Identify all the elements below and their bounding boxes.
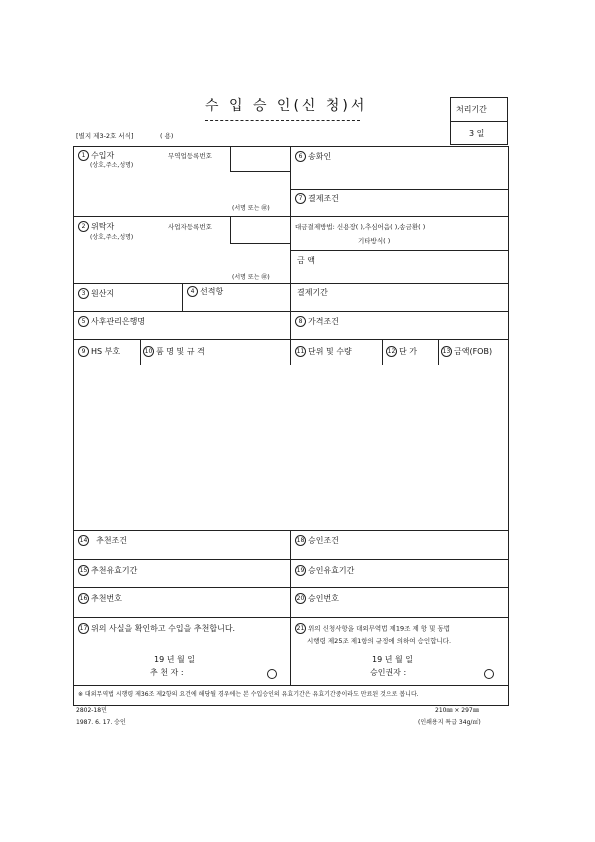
- form-title: 수 입 승 인(신 청)서: [205, 98, 368, 114]
- price-divider: [438, 339, 439, 365]
- app-no-label: 20 승인번호: [296, 594, 339, 603]
- rec-no-label: 16 추천번호: [79, 594, 122, 603]
- form-use: ( 용): [160, 132, 174, 140]
- recommender: 추 천 자 :: [150, 668, 184, 677]
- shipper-label: 6 송화인: [295, 151, 331, 162]
- amount-label: 금 액: [297, 256, 315, 265]
- rec-valid-label: 15 추천유효기간: [79, 566, 138, 575]
- pay-method-2: 기타방식( ): [358, 237, 391, 245]
- rec-statement: 17 위의 사실을 확인하고 수입을 추천합니다.: [79, 624, 236, 633]
- approval-date: 1987. 6. 17. 승인: [76, 719, 126, 726]
- biz-reg-box-bottom: [230, 243, 290, 244]
- trade-reg-label: 무역업등록번호: [168, 152, 212, 160]
- pay-period-label: 결제기간: [297, 288, 328, 297]
- unit-qty-label: 11 단위 및 수량: [296, 347, 352, 356]
- line-footnote: [73, 685, 509, 686]
- sign2: (서명 또는 ㊞): [232, 274, 270, 281]
- processing-divider: [450, 121, 508, 122]
- qty-divider: [382, 339, 383, 365]
- line-statements: [73, 617, 509, 618]
- item-label: 10 품 명 및 규 격: [144, 347, 205, 356]
- line-bank: [73, 311, 509, 312]
- form-reference: [별지 제3-2호 서식]: [76, 132, 134, 140]
- line-pay-terms: [290, 189, 509, 190]
- origin-port-divider: [182, 283, 183, 311]
- date-right: 19 년 월 일: [372, 655, 413, 664]
- date-left: 19 년 월 일: [154, 655, 195, 664]
- rec-terms-label: 14 추천조건: [79, 536, 128, 545]
- form-code: 2802-18민: [76, 707, 107, 714]
- paper-size: 210㎜ × 297㎜: [435, 707, 479, 714]
- amount-fob-label: 13 금액(FOB): [442, 347, 493, 356]
- line-valid: [73, 559, 509, 560]
- footnote: ※ 대외무역법 시행령 제36조 제2항의 요건에 해당될 경우에는 본 수입승인의 유효기간은 유효기간중이라도 만료된 것으로 봅니다.: [78, 691, 419, 698]
- approver: 승인권자 :: [370, 668, 407, 677]
- line-origin: [73, 283, 509, 284]
- pay-method-1: 대금결제방법: 신용장( ),추심어음( ),송금환( ): [295, 223, 426, 231]
- bank-label: 5 사후관리은행명: [78, 316, 145, 327]
- processing-header: 처리기간: [456, 105, 487, 114]
- app-terms-label: 18 승인조건: [296, 536, 339, 545]
- line-no: [73, 587, 509, 588]
- seal-icon: [484, 669, 494, 679]
- app-valid-label: 19 승인유효기간: [296, 566, 355, 575]
- seal-icon: [267, 669, 277, 679]
- price-terms-label: 8 가격조건: [295, 316, 339, 327]
- line-items-header: [73, 339, 509, 340]
- consignor-label: 2 위탁자: [78, 221, 114, 232]
- line-rec-terms: [73, 530, 509, 531]
- unit-price-label: 12 단 가: [387, 347, 417, 356]
- origin-label: 3 원산지: [78, 288, 114, 299]
- item-divider: [290, 339, 291, 365]
- importer-sub: (상호,주소,성명): [90, 162, 134, 169]
- trade-reg-box-left: [230, 146, 231, 171]
- trade-reg-box-bottom: [230, 171, 290, 172]
- sign1: (서명 또는 ㊞): [232, 205, 270, 212]
- title-underline: [205, 120, 360, 121]
- hs-divider: [140, 339, 141, 365]
- pay-terms-label: 7 결제조건: [295, 193, 339, 204]
- port-label: 4 선적항: [187, 286, 223, 297]
- col-divider-bottom: [290, 530, 291, 685]
- biz-reg-box-left: [230, 216, 231, 243]
- hs-label: 9 HS 부호: [78, 346, 120, 357]
- line-consignor: [73, 216, 509, 217]
- biz-reg-label: 사업자등록번호: [168, 223, 212, 231]
- importer-label: 1 수입자: [78, 150, 114, 161]
- line-amount: [290, 250, 509, 251]
- processing-value: 3 일: [469, 129, 485, 138]
- app-statement-2: 시행령 제25조 제1항의 규정에 의하여 승인합니다.: [307, 637, 452, 645]
- app-statement-1: 21 위의 신청사항을 대외무역법 제19조 제 항 및 동법: [296, 624, 451, 633]
- form-frame: [73, 146, 509, 706]
- paper-spec: (인쇄용지 특급 34g/㎡): [418, 719, 481, 726]
- consignor-sub: (상호,주소,성명): [90, 234, 134, 241]
